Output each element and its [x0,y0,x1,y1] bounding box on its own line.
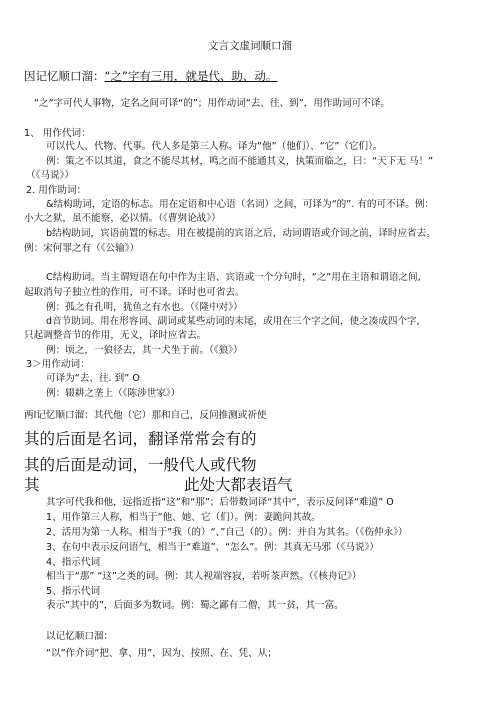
qi-big-line1: 其的后面是名词，翻译常常会有的 [24,430,257,448]
qi-line5: 4、指示代词 [46,557,101,568]
zhi-s1-line2: 例：策之不以其道，食之不能尽其材，鸣之而不能通其义，执策而临之，曰：“天下无 马！” [46,156,434,167]
document-title: 文言文虚词顺口溜 [208,40,292,52]
zhi-s2-d-line1: d音节助词。用在形容词、副词或某些动词的末尾，或用在三个字之间，使之凑成四个字, [46,316,420,327]
zhi-s1-line3: （《马说》） [26,170,74,181]
zhi-s2-a-line1: &结构助词，定语的标志。用在定语和中心语（名词）之间，可译为“的”. 有的可不译。例： [46,199,435,210]
zhi-heading [24,70,277,82]
qi-rhyme-small: 两l记忆顺口溜：其代他（它）那和自己，反问推测或祈使 [24,410,267,421]
zhi-s2-c-line2: 起取消句子独立性的作用，可不译。译时也可省去。 [24,287,245,298]
zhi-heading-prefix: 因记忆顺口溜： [24,69,105,83]
qi-line4: 3、在句中表示反问语气，相当于“难道”、“怎么”。例：其真无马邪（《马说》） [46,542,379,553]
zhi-s2-a-line2: 小大之狱，虽不能察，必以情。（《曹刿论战》） [24,213,221,224]
yi-line1: “以”作介词“把、拿、用”，因为、按照、在、凭、从； [46,648,277,659]
zhi-s2-d-line3: 例：顷之，一狼径去，其一犬坐于前。（《狼》） [46,345,243,356]
zhi-s1-line1: 可以代人、代物、代事。代人多是第三人称。译为“他”（他们）、“它”（它们）。 [46,141,383,152]
zhi-intro: “之”字可代人事物，定名之间可译“的”；用作动词“去、往、到”，用作助词可不译。 [34,98,391,109]
qi-line3: 2、活用为第一人称。相当于”我（的）“、”自己（的）。例：并自为其名。（《伤仲永》） [46,527,408,538]
yi-heading: 以记忆顺口溜： [46,631,114,642]
zhi-s3-line1: 可译为“去、往. 到” O [46,373,140,384]
zhi-s2-c-line1: C结构助词。当主谓短语在句中作为主语、宾语或一个分句时，“之”用在主语和谓语之间, [46,272,421,283]
zhi-s2-title: 2. 用作助词： [26,185,87,196]
qi-line6: 相当于“那” “这”之类的词。例：其人视端容寂，若听茶声然。（《核舟记》） [46,571,362,582]
zhi-heading-rhyme: “之”字有三用，就是代、助、动。 [104,69,278,83]
zhi-s2-b-line1: b结构助词，宾语前置的标志。用在被提前的宾语之后，动词谓语或介词之前，译时应省去。 [46,228,436,239]
qi-line7: 5、指示代词 [46,586,101,597]
qi-big-line2: 其的后面是动词，一般代人或代物 [24,456,257,474]
zhi-s3-title: 3＞用作动词： [26,359,90,370]
zhi-s1-title: 1、 用作代词： [24,128,91,139]
qi-line1: 其字可代我和他，远指近指“这”和“那”；后带数词译“其中”，表示反问译“难道” O [46,497,394,508]
qi-line8: 表示“其中的”，后面多为数词。例：蜀之鄙有二僧，其一贫，其一富。 [46,600,344,611]
zhi-s2-c-line3: 例：孤之有孔明，犹鱼之有水也。（《隆中对》） [46,302,243,313]
qi-big-line3-start: 其 [24,476,40,494]
zhi-s2-d-line2: 只起调整音节的作用，无义，译时应省去。 [24,330,207,341]
qi-line2: 1、用作第三人称，相当于“他、她、它（们）。例：妻跪问其故。 [46,512,321,523]
zhi-s3-line2: 例：辍耕之垄上（《陈涉世家》） [46,388,181,399]
qi-big-line3-end: 此处大都表语气 [184,476,293,494]
zhi-s2-b-line2: 例：宋何罪之有（《公输》） [24,243,140,254]
